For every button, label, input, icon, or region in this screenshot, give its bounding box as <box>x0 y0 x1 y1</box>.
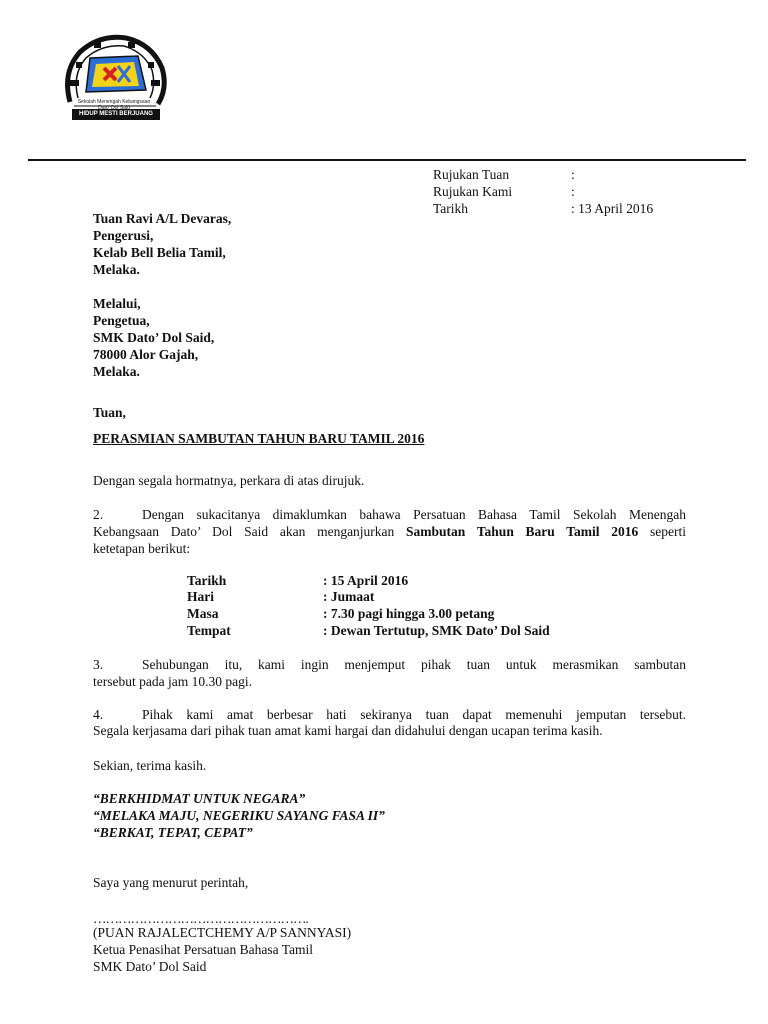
recipient-line: Tuan Ravi A/L Devaras, <box>93 211 232 226</box>
paragraph-4-line: Pihak kami amat berbesar hati sekiranya tuan dapat memenuhi jemputan tersebut. <box>142 707 686 722</box>
paragraph-4-line: Segala kerjasama dari pihak tuan amat kami hargai dan didahului dengan ucapan terima kasih. <box>93 723 603 738</box>
ref-value: : <box>571 167 575 182</box>
paragraph-3-line: tersebut pada jam 10.30 pagi. <box>93 674 252 689</box>
recipient-line: Melaka. <box>93 262 140 277</box>
logo-motto: HIDUP MESTI BERJUANG <box>79 111 153 117</box>
slogan-line: “MELAKA MAJU, NEGERIKU SAYANG FASA II” <box>93 808 385 823</box>
slogan-line: “BERKAT, TEPAT, CEPAT” <box>93 825 253 840</box>
via-line: 78000 Alor Gajah, <box>93 347 199 362</box>
detail-value: : Dewan Tertutup, SMK Dato’ Dol Said <box>323 623 550 638</box>
detail-label: Masa <box>187 606 219 621</box>
paragraph-2-line: ketetapan berikut: <box>93 541 191 556</box>
subject-line: PERASMIAN SAMBUTAN TAHUN BARU TAMIL 2016 <box>93 431 425 446</box>
detail-label: Tempat <box>187 623 231 638</box>
via-line: SMK Dato’ Dol Said, <box>93 330 215 345</box>
logo-ring-text: Sekolah Menengah Kebangsaan Dato' Dol Said <box>77 99 151 111</box>
detail-value: : Jumaat <box>323 589 375 604</box>
signatory-org: SMK Dato’ Dol Said <box>93 959 207 974</box>
header-divider <box>28 159 746 161</box>
salutation: Tuan, <box>93 405 126 420</box>
slogans <box>93 790 385 841</box>
ref-label: Rujukan Kami <box>433 184 513 199</box>
paragraph-2-line <box>93 523 686 540</box>
ref-label: Rujukan Tuan <box>433 167 510 182</box>
event-name: Sambutan Tahun Baru Tamil 2016 <box>406 524 639 539</box>
via-address <box>93 295 214 380</box>
paragraph-number: 3. <box>93 657 104 672</box>
ref-value: : <box>571 184 575 199</box>
ref-label: Tarikh <box>433 201 469 216</box>
paragraph-2-text: Kebangsaan Dato’ Dol Said akan menganjurkan <box>93 524 407 539</box>
paragraph-number: 2. <box>93 507 104 522</box>
slogan-line: “BERKHIDMAT UNTUK NEGARA” <box>93 791 306 806</box>
signatory-title: Ketua Penasihat Persatuan Bahasa Tamil <box>93 942 313 957</box>
paragraph-2-line: Dengan sukacitanya dimaklumkan bahawa Persatuan Bahasa Tamil Sekolah Menengah <box>142 507 686 522</box>
signatory-block <box>93 924 351 975</box>
detail-label: Tarikh <box>187 573 227 588</box>
recipient-address <box>93 210 231 278</box>
recipient-line: Pengerusi, <box>93 228 154 243</box>
via-line: Melalui, <box>93 296 141 311</box>
paragraph-3-line: Sehubungan itu, kami ingin menjemput pihak tuan untuk merasmikan sambutan <box>142 657 686 672</box>
signatory-name: (PUAN RAJALECTCHEMY A/P SANNYASI) <box>93 925 352 940</box>
sign-off: Saya yang menurut perintah, <box>93 875 249 890</box>
signature-line: ……………………………………………. <box>93 911 308 926</box>
via-line: Melaka. <box>93 364 140 379</box>
detail-label: Hari <box>187 589 214 604</box>
via-line: Pengetua, <box>93 313 150 328</box>
detail-value: : 7.30 pagi hingga 3.00 petang <box>323 606 495 621</box>
paragraph-number: 4. <box>93 707 104 722</box>
closing-sentence: Sekian, terima kasih. <box>93 758 207 773</box>
ref-value: : 13 April 2016 <box>571 201 654 216</box>
detail-value: : 15 April 2016 <box>323 573 409 588</box>
opening-sentence: Dengan segala hormatnya, perkara di atas dirujuk. <box>93 473 365 488</box>
recipient-line: Kelab Bell Belia Tamil, <box>93 245 226 260</box>
paragraph-2-text: seperti <box>638 524 686 539</box>
